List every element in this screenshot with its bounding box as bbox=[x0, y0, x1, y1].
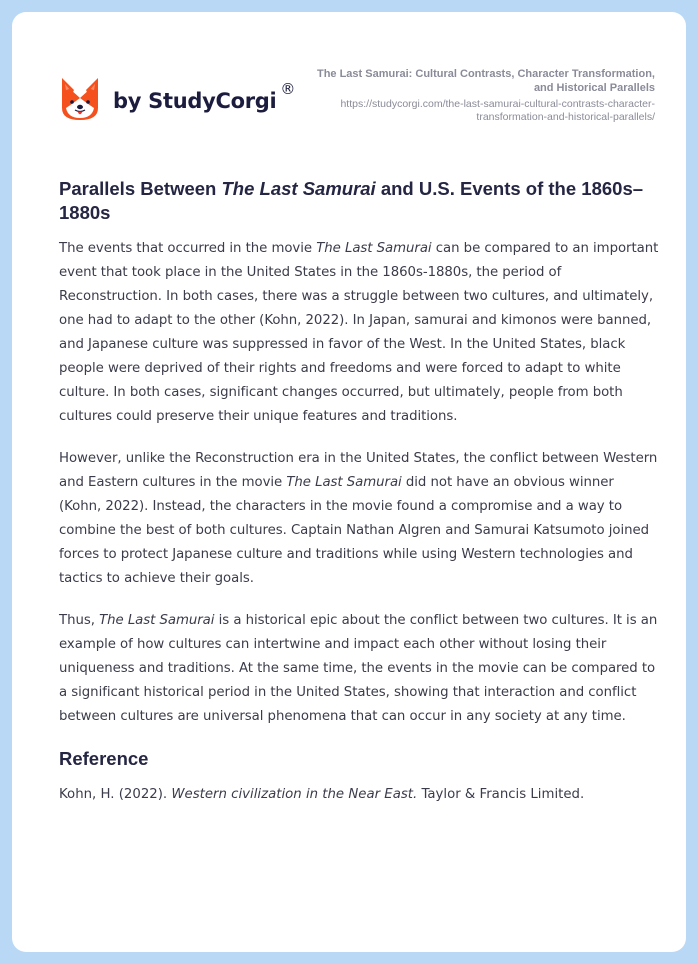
paragraph-text: Thus, bbox=[59, 613, 100, 628]
document-url[interactable]: https://studycorgi.com/the-last-samurai-cultural-contrasts-character-transformation-and-historical-parallels/ bbox=[340, 98, 655, 123]
article-heading bbox=[59, 177, 659, 225]
registered-mark: ® bbox=[280, 80, 296, 98]
reference-author: Kohn, H. (2022). bbox=[59, 787, 172, 802]
studycorgi-logo[interactable] bbox=[60, 76, 295, 122]
reference-entry bbox=[59, 783, 659, 807]
document-card bbox=[12, 12, 686, 952]
italic-film-title: The Last Samurai bbox=[316, 241, 432, 256]
heading-italic-title: The Last Samurai bbox=[221, 178, 376, 199]
article-body bbox=[59, 177, 659, 807]
paragraph-text: did not have an obvious winner (Kohn, 2022). Instead, the characters in the movie found a compromise and a way to combine the best of both cultures. Captain Nathan Algren and Samurai Katsumoto joined forces to protect Japanese culture and traditions while using Western technologies and tactics to achieve their goals. bbox=[59, 475, 650, 586]
reference-title: Western civilization in the Near East. bbox=[171, 787, 418, 802]
document-meta bbox=[315, 67, 655, 124]
paragraph-2 bbox=[59, 447, 659, 591]
paragraph-text: However, unlike the Reconstruction era in the United States, the conflict between Western and Eastern cultures in the movie bbox=[59, 451, 658, 490]
reference-heading: Reference bbox=[59, 748, 149, 769]
italic-film-title: The Last Samurai bbox=[286, 475, 402, 490]
paragraph-text: can be compared to an important event that took place in the United States in the 1860s-1880s, the period of Reconstruction. In both cases, there was a struggle between two cultures, and ultimately, one had to adapt to the other (Kohn, 2022). In Japan, samurai and kimonos were banned, and Japanese culture was suppressed in favor of the West. In the United States, black people were deprived of their rights and freedoms and were forced to adapt to white culture. In both cases, significant changes occurred, but ultimately, people from both cultures could preserve their unique features and traditions. bbox=[59, 241, 659, 424]
document-header bbox=[12, 12, 686, 152]
paragraph-3 bbox=[59, 609, 659, 729]
heading-text: and U.S. Events of the 1860s–1880s bbox=[59, 178, 644, 223]
reference-publisher: Taylor & Francis Limited. bbox=[417, 787, 585, 802]
heading-text: Parallels Between bbox=[59, 178, 222, 199]
paragraph-1 bbox=[59, 237, 659, 429]
corgi-icon bbox=[60, 76, 100, 122]
brand-name: by StudyCorgi bbox=[113, 89, 277, 113]
document-title: The Last Samurai: Cultural Contrasts, Character Transformation, and Historical Parallels bbox=[316, 68, 655, 94]
paragraph-text: is a historical epic about the conflict between two cultures. It is an example of how cultures can intertwine and impact each other without losing their uniqueness and traditions. At the same time, the events in the movie can be compared to a significant historical period in the United States, showing that interaction and conflict between cultures are universal phenomena that can occur in any society at any time. bbox=[59, 613, 658, 724]
paragraph-text: The events that occurred in the movie bbox=[59, 241, 317, 256]
italic-film-title: The Last Samurai bbox=[99, 613, 215, 628]
